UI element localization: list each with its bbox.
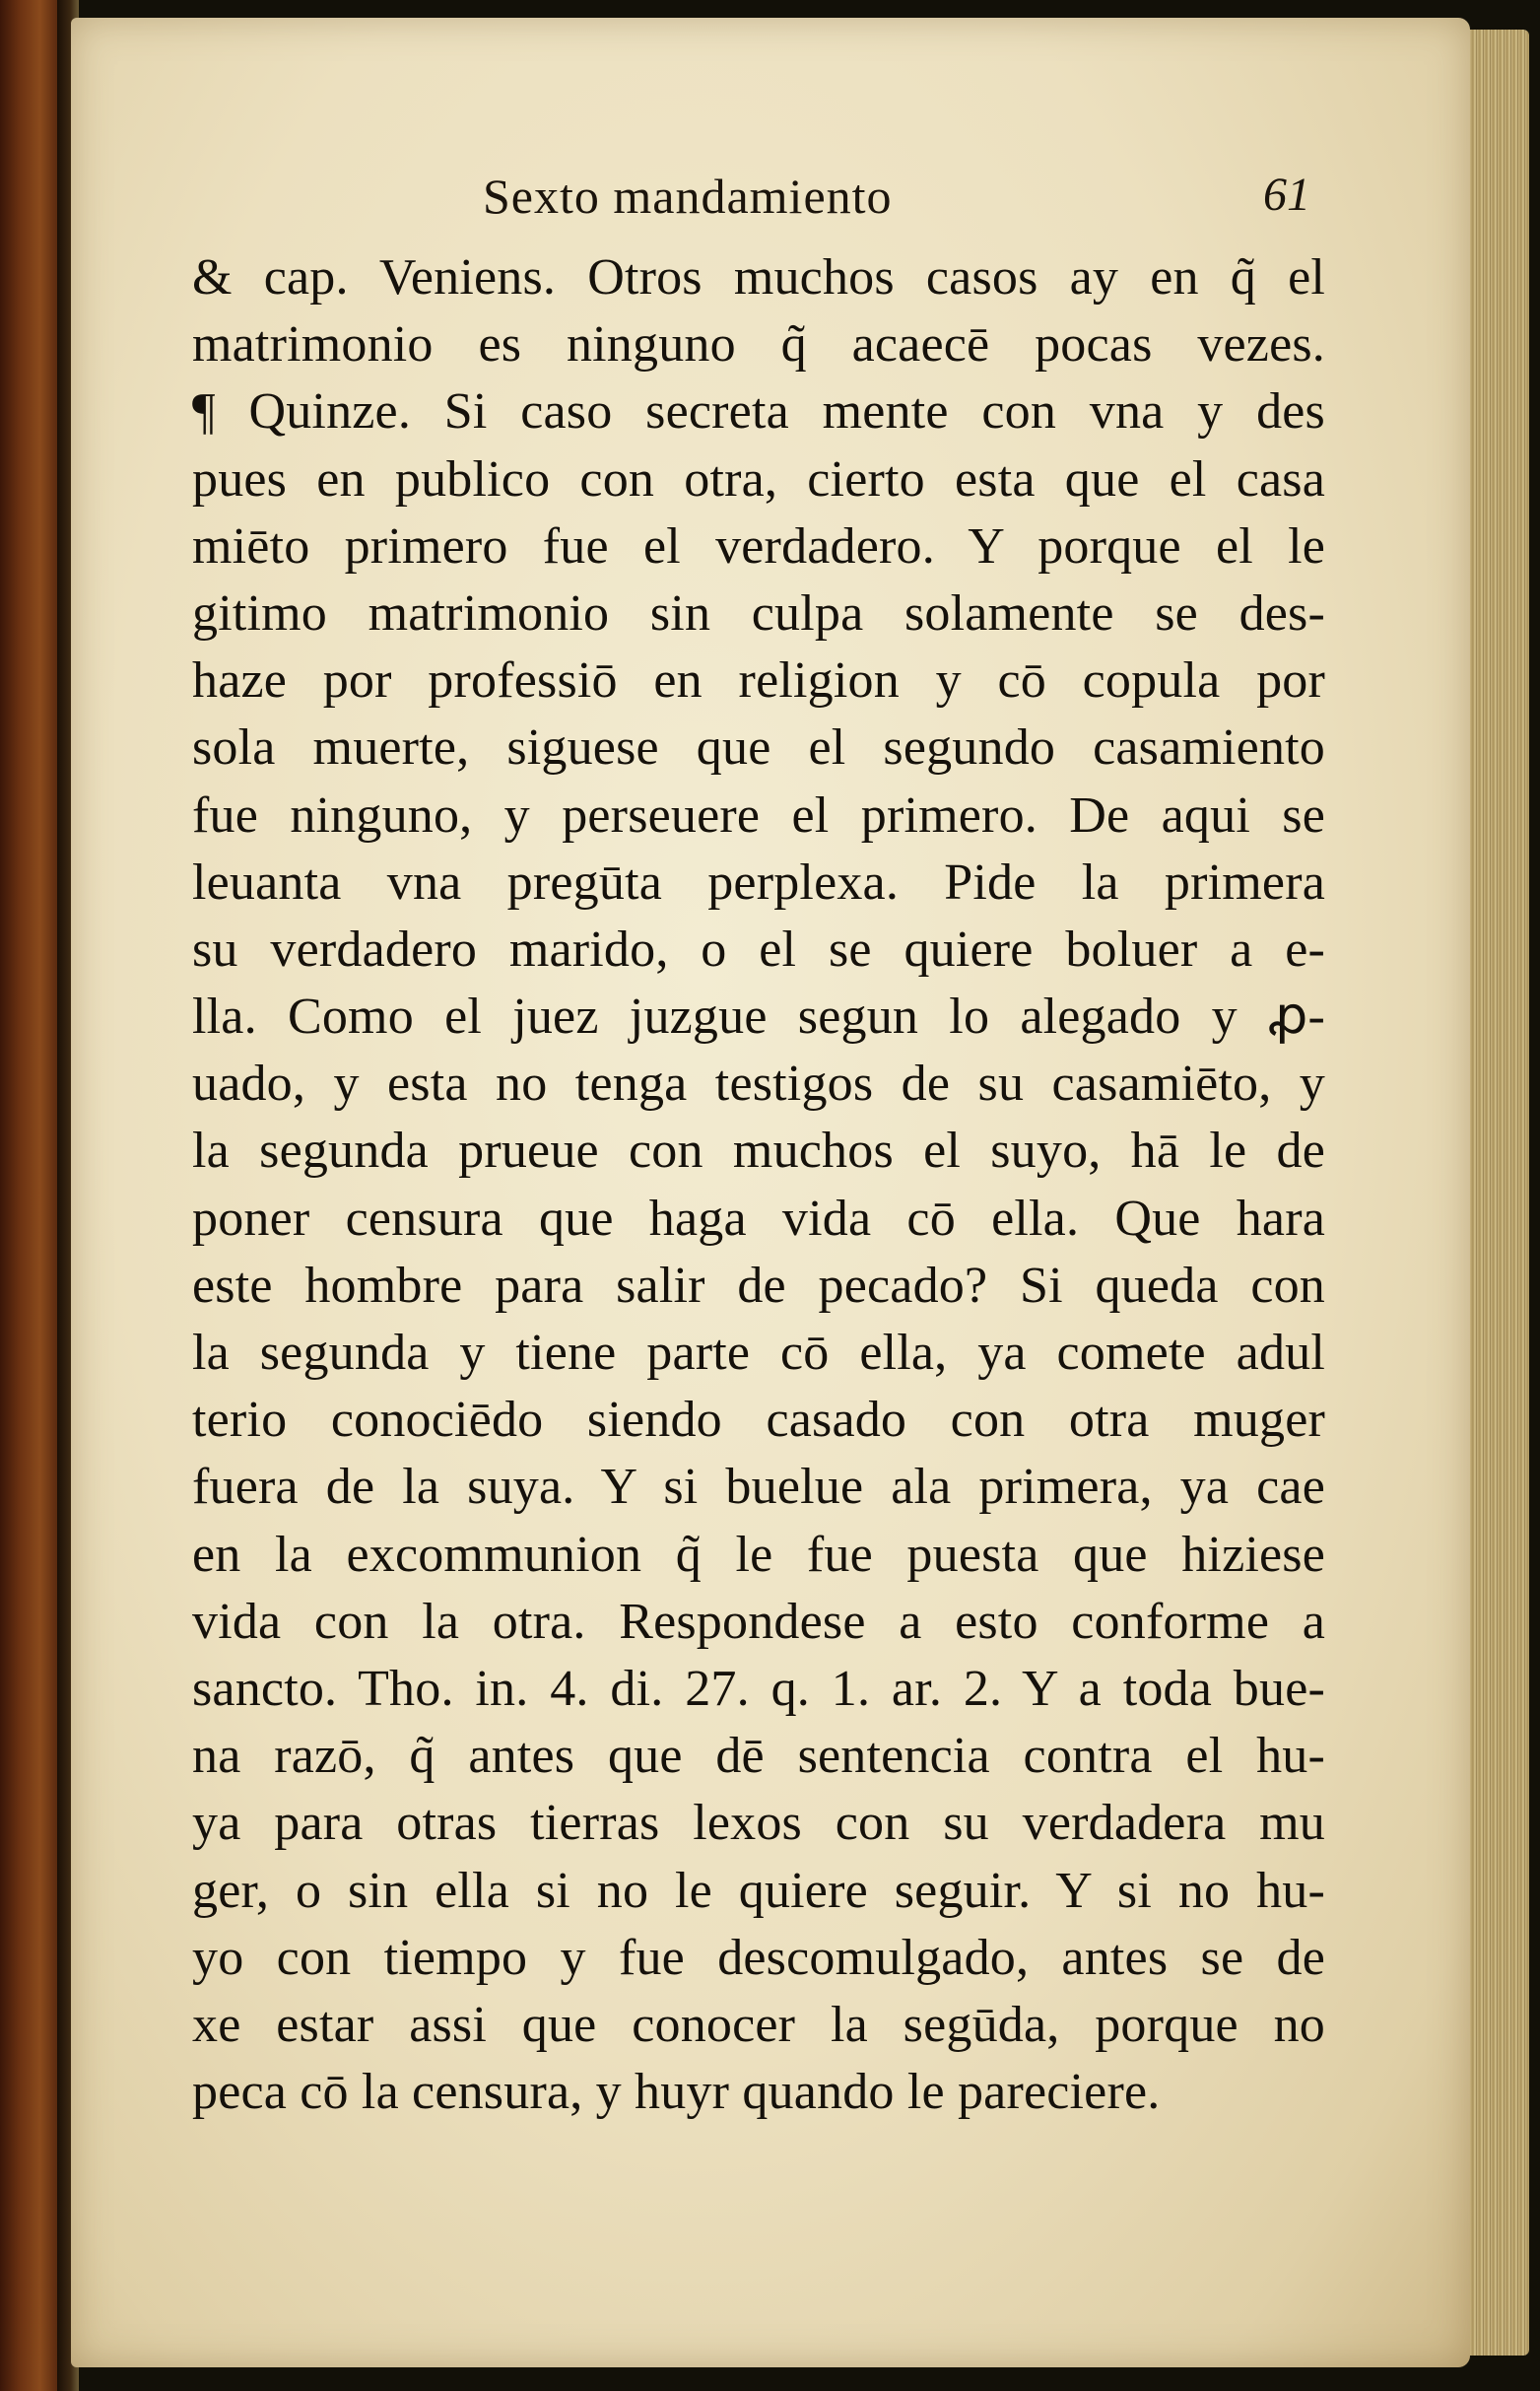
text-line: uado, y esta no tenga testigos de su casamiēto, y (192, 1056, 1325, 1113)
text-line: matrimonio es ninguno q̃ acaecē pocas vezes. (192, 316, 1325, 374)
text-line: sancto. Tho. in. 4. di. 27. q. 1. ar. 2. Y a toda bue- (192, 1660, 1325, 1717)
text-line: yo con tiempo y fue descomulgado, antes se de (192, 1929, 1325, 1986)
text-line: pues en publico con otra, cierto esta que el casa (192, 450, 1325, 508)
page-block-edges (1470, 30, 1529, 2356)
text-line: & cap. Veniens. Otros muchos casos ay en q̃ el (192, 249, 1325, 306)
text-line: ¶ Quinze. Si caso secreta mente con vna y des (192, 383, 1325, 441)
text-line: na razō, q̃ antes que dē sentencia contra el hu- (192, 1728, 1325, 1785)
text-line: haze por professiō en religion y cō copula por (192, 652, 1325, 710)
text-line: xe estar assi que conocer la segūda, porque no (192, 1996, 1325, 2053)
text-line: la segunda prueue con muchos el suyo, hā le de (192, 1123, 1325, 1180)
folio-number: 61 (1263, 169, 1310, 221)
text-line: lla. Como el juez juzgue segun lo alegado y ꝓ- (192, 989, 1325, 1046)
text-line: miēto primero fue el verdadero. Y porque el le (192, 517, 1325, 575)
text-line: la segunda y tiene parte cō ella, ya comete adul (192, 1325, 1325, 1381)
text-line: en la excommunion q̃ le fue puesta que hiziese (192, 1526, 1325, 1583)
previous-page-edge (0, 0, 57, 2391)
text-line: vida con la otra. Respondese a esto conforme a (192, 1593, 1325, 1650)
text-line: este hombre para salir de pecado? Si queda con (192, 1257, 1325, 1314)
text-line: leuanta vna pregūta perplexa. Pide la primera (192, 854, 1325, 911)
running-head (483, 168, 1310, 237)
text-line: poner censura que haga vida cō ella. Que hara (192, 1190, 1325, 1247)
text-line: ya para otras tierras lexos con su verdadera mu (192, 1795, 1325, 1852)
text-line: terio conociēdo siendo casado con otra muger (192, 1392, 1325, 1449)
running-title: Sexto mandamiento (483, 169, 893, 224)
text-line: fuera de la suya. Y si buelue ala primera, ya cae (192, 1459, 1325, 1516)
text-line: fue ninguno, y perseuere el primero. De aqui se (192, 786, 1325, 844)
text-line: peca cō la censura, y huyr quando le pareciere. (192, 2064, 1161, 2121)
text-line: gitimo matrimonio sin culpa solamente se des- (192, 584, 1325, 642)
text-line: ger, o sin ella si no le quiere seguir. Y si no hu- (192, 1862, 1325, 1919)
text-block (192, 244, 1325, 2126)
text-line: su verdadero marido, o el se quiere boluer a e- (192, 921, 1325, 978)
text-line: sola muerte, siguese que el segundo casamiento (192, 719, 1325, 777)
